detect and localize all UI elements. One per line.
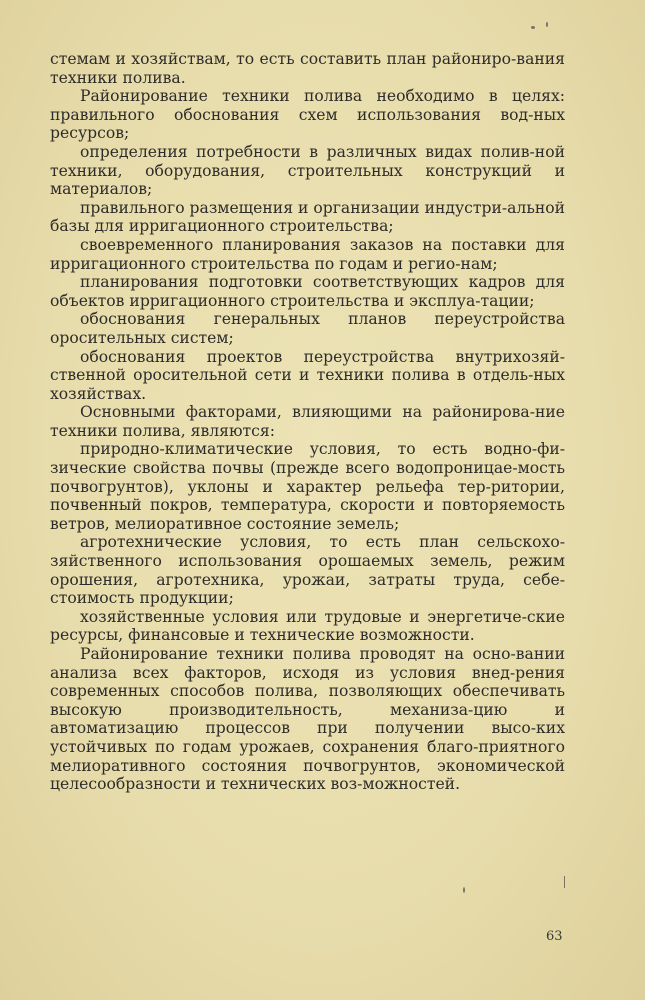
page-number: 63: [546, 929, 563, 944]
paragraph: определения потребности в различных видах полив-ной техники, оборудования, строительных конструкций и материалов;: [50, 142, 565, 199]
print-speck: [546, 22, 548, 27]
paragraph: обоснования проектов переустройства внутрихозяй-ственной оросительной сети и техники полива в отдель-ных хозяйствах.: [50, 347, 565, 403]
paragraph: хозяйственные условия или трудовые и энергетиче-ские ресурсы, финансовые и технические возможности.: [50, 607, 565, 645]
paragraph: Районирование техники полива проводят на осно-вании анализа всех факторов, исходя из условия внед-рения современных способов полива, позволяющих обеспечивать высокую производительность, механиза-цию и автоматизацию процессов при получении высо-ких устойчивых по годам урожаев, сохранения благо-приятного мелиоративного состояния почвогрунтов, экономической целесообразности и технических воз-можностей.: [50, 645, 565, 794]
paragraph: правильного размещения и организации индустри-альной базы для ирригационного строительства;: [50, 198, 565, 236]
print-speck: [564, 876, 565, 888]
paragraph: своевременного планирования заказов на поставки для ирригационного строительства по годам и регио-нам;: [50, 235, 565, 273]
paragraph: Основными факторами, влияющими на районирова-ние техники полива, являются:: [50, 403, 565, 440]
print-speck: [531, 26, 535, 29]
paragraph: природно-климатические условия, то есть водно-фи-зические свойства почвы (прежде всего водопроницае-мость почвогрунтов), уклоны и характер рельефа тер-ритории, почвенный покров, температура, скорости и повторяемость ветров, мелиоративное состояние земель;: [50, 440, 565, 533]
print-speck: [463, 887, 465, 893]
paragraph: агротехнические условия, то есть план сельскохо-зяйственного использования орошаемых земель, режим орошения, агротехника, урожаи, затраты труда, себе-стоимость продукции;: [50, 533, 565, 608]
paragraph: Районирование техники полива необходимо в целях: правильного обоснования схем использования вод-ных ресурсов;: [50, 87, 565, 143]
paragraph: стемам и хозяйствам, то есть составить план райониро-вания техники полива.: [50, 50, 565, 87]
body-text: [50, 50, 565, 794]
paragraph: обоснования генеральных планов переустройства оросительных систем;: [50, 310, 565, 347]
paragraph: планирования подготовки соответствующих кадров для объектов ирригационного строительства и эксплуа-тации;: [50, 273, 565, 310]
